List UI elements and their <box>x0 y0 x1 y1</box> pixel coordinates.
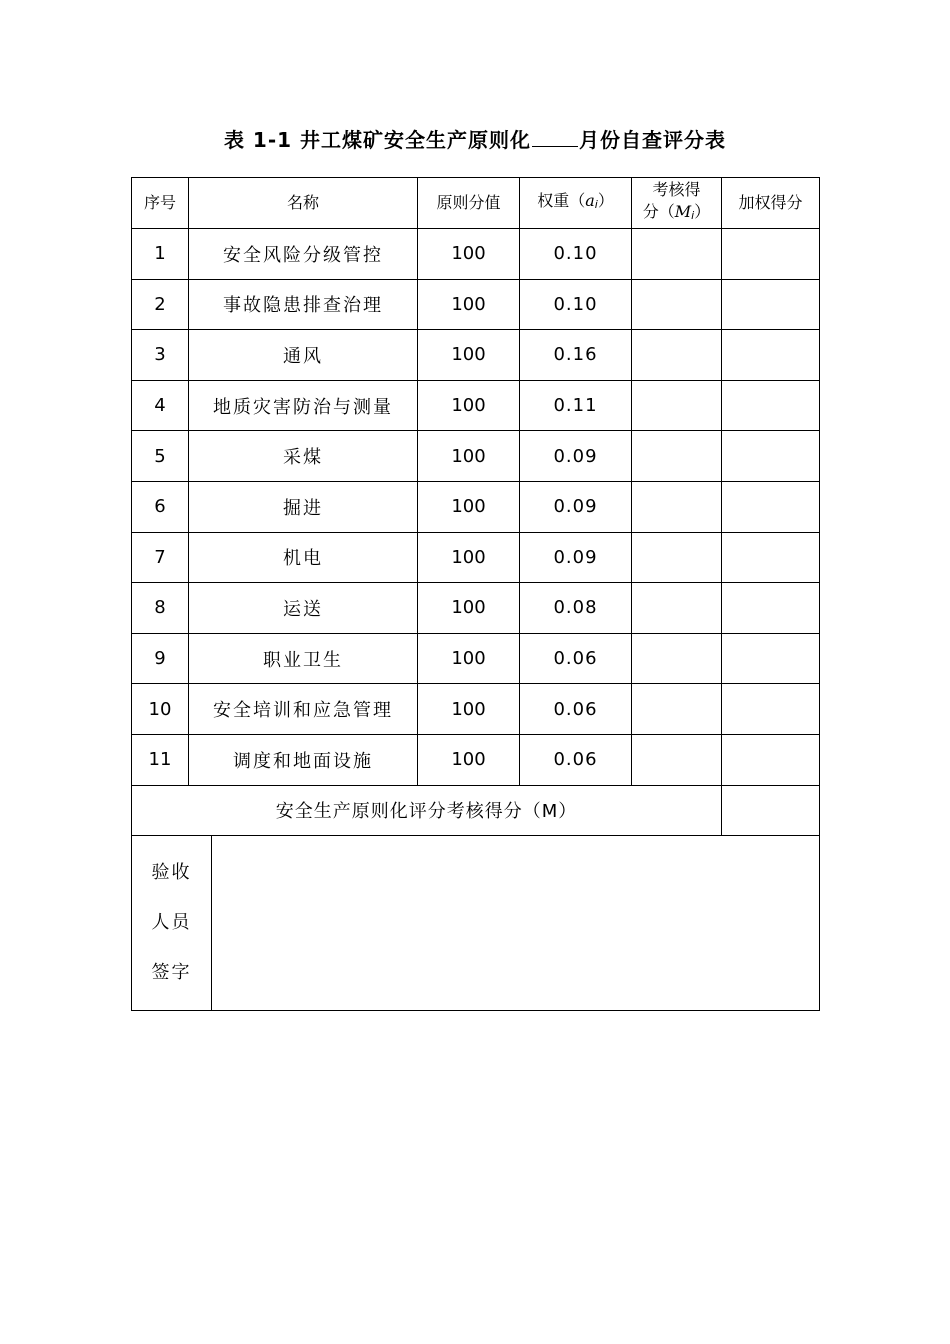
total-row <box>132 785 820 835</box>
item-name-cell: 运送 <box>189 583 418 634</box>
standard-score-cell: 100 <box>418 330 520 381</box>
seq-cell: 2 <box>132 279 189 330</box>
signature-row <box>132 835 820 1010</box>
standard-score-cell: 100 <box>418 633 520 684</box>
seq-cell: 3 <box>132 330 189 381</box>
weighted-score-cell[interactable] <box>722 380 820 431</box>
weight-cell: 0.11 <box>520 380 632 431</box>
header-standard: 原则分值 <box>418 178 520 229</box>
header-name: 名称 <box>189 178 418 229</box>
seq-cell: 1 <box>132 229 189 280</box>
item-name-cell: 掘进 <box>189 481 418 532</box>
weight-cell: 0.08 <box>520 583 632 634</box>
title-suffix: 月份自查评分表 <box>579 128 727 152</box>
title-prefix: 表 1-1 井工煤矿安全生产原则化 <box>223 128 532 152</box>
weight-cell: 0.10 <box>520 229 632 280</box>
standard-score-cell: 100 <box>418 279 520 330</box>
header-weighted: 加权得分 <box>722 178 820 229</box>
standard-score-cell: 100 <box>418 532 520 583</box>
seq-cell: 7 <box>132 532 189 583</box>
header-row <box>132 178 820 229</box>
seq-cell: 6 <box>132 481 189 532</box>
total-value-cell[interactable] <box>722 785 820 835</box>
weight-cell: 0.09 <box>520 431 632 482</box>
weighted-score-cell[interactable] <box>722 279 820 330</box>
seq-cell: 4 <box>132 380 189 431</box>
table-body <box>132 229 820 786</box>
weight-cell: 0.09 <box>520 532 632 583</box>
assess-score-cell[interactable] <box>632 380 722 431</box>
weighted-score-cell[interactable] <box>722 734 820 785</box>
assess-score-cell[interactable] <box>632 481 722 532</box>
standard-score-cell: 100 <box>418 431 520 482</box>
assess-score-cell[interactable] <box>632 431 722 482</box>
weighted-score-cell[interactable] <box>722 633 820 684</box>
seq-cell: 8 <box>132 583 189 634</box>
seq-cell: 5 <box>132 431 189 482</box>
standard-score-cell: 100 <box>418 481 520 532</box>
seq-cell: 11 <box>132 734 189 785</box>
standard-score-cell: 100 <box>418 380 520 431</box>
table-row <box>132 583 820 634</box>
item-name-cell: 采煤 <box>189 431 418 482</box>
standard-score-cell: 100 <box>418 684 520 735</box>
weight-cell: 0.10 <box>520 279 632 330</box>
weighted-score-cell[interactable] <box>722 330 820 381</box>
signature-label: 验收 人员 签字 <box>132 835 212 1010</box>
item-name-cell: 通风 <box>189 330 418 381</box>
table-row <box>132 380 820 431</box>
item-name-cell: 安全培训和应急管理 <box>189 684 418 735</box>
assess-score-cell[interactable] <box>632 229 722 280</box>
weighted-score-cell[interactable] <box>722 583 820 634</box>
item-name-cell: 事故隐患排查治理 <box>189 279 418 330</box>
item-name-cell: 调度和地面设施 <box>189 734 418 785</box>
page-title <box>0 124 950 153</box>
table-row <box>132 431 820 482</box>
assess-score-cell[interactable] <box>632 279 722 330</box>
signature-cell[interactable] <box>212 835 820 1010</box>
weighted-score-cell[interactable] <box>722 684 820 735</box>
header-seq: 序号 <box>132 178 189 229</box>
weighted-score-cell[interactable] <box>722 481 820 532</box>
standard-score-cell: 100 <box>418 229 520 280</box>
header-weight: 权重（ai） <box>520 178 632 229</box>
standard-score-cell: 100 <box>418 734 520 785</box>
month-blank <box>532 128 578 147</box>
weighted-score-cell[interactable] <box>722 431 820 482</box>
table-row <box>132 481 820 532</box>
assess-score-cell[interactable] <box>632 583 722 634</box>
table-row <box>132 633 820 684</box>
item-name-cell: 安全风险分级管控 <box>189 229 418 280</box>
table-row <box>132 734 820 785</box>
weighted-score-cell[interactable] <box>722 532 820 583</box>
item-name-cell: 地质灾害防治与测量 <box>189 380 418 431</box>
seq-cell: 9 <box>132 633 189 684</box>
total-label: 安全生产原则化评分考核得分（M） <box>132 785 722 835</box>
standard-score-cell: 100 <box>418 583 520 634</box>
weighted-score-cell[interactable] <box>722 229 820 280</box>
weight-cell: 0.09 <box>520 481 632 532</box>
score-table <box>131 177 820 1011</box>
header-assess: 考核得 分（Mi） <box>632 178 722 229</box>
assess-score-cell[interactable] <box>632 633 722 684</box>
seq-cell: 10 <box>132 684 189 735</box>
item-name-cell: 职业卫生 <box>189 633 418 684</box>
table-row <box>132 532 820 583</box>
weight-cell: 0.06 <box>520 633 632 684</box>
assess-score-cell[interactable] <box>632 330 722 381</box>
table-row <box>132 330 820 381</box>
table-row <box>132 229 820 280</box>
weight-cell: 0.06 <box>520 684 632 735</box>
assess-score-cell[interactable] <box>632 532 722 583</box>
assess-score-cell[interactable] <box>632 684 722 735</box>
weight-cell: 0.16 <box>520 330 632 381</box>
table-row <box>132 279 820 330</box>
assess-score-cell[interactable] <box>632 734 722 785</box>
table-row <box>132 684 820 735</box>
weight-cell: 0.06 <box>520 734 632 785</box>
item-name-cell: 机电 <box>189 532 418 583</box>
